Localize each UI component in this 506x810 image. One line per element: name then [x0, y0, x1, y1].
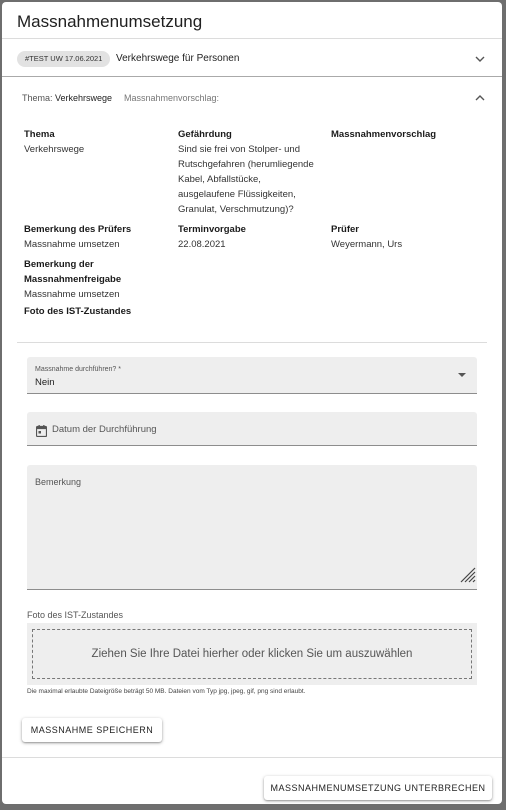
- detail-terminvorgabe: Terminvorgabe 22.08.2021: [178, 224, 246, 250]
- file-dropzone[interactable]: [27, 623, 477, 685]
- detail-gefaehrdung: Gefährdung Sind sie frei von Stolper- und Rutschgefahren (herumliegende Kabel, Abfallstücke, ausgelaufene Flüssigkeiten, Granulat, Verschmutzung)?: [178, 129, 314, 215]
- chevron-up-icon[interactable]: [473, 91, 487, 105]
- resize-handle-icon[interactable]: [458, 565, 476, 588]
- panel-title: Verkehrswege für Personen: [116, 53, 240, 64]
- detail-thema: Thema Verkehrswege: [24, 129, 85, 155]
- divider: [17, 342, 487, 343]
- detail-pruefer: Prüfer Weyermann, Urs: [331, 224, 403, 250]
- detail-massnahmenvorschlag: Massnahmenvorschlag: [331, 129, 437, 140]
- select-value: Nein: [35, 377, 55, 388]
- dropzone-text: Ziehen Sie Ihre Datei hierher oder klicken Sie um auszuwählen: [32, 629, 472, 679]
- divider: [2, 76, 502, 77]
- select-label: Massnahme durchführen? *: [35, 366, 121, 373]
- divider: [2, 757, 502, 758]
- detail-foto: Foto des IST-Zustandes: [24, 306, 132, 317]
- upload-label: Foto des IST-Zustandes: [27, 610, 124, 620]
- dialog: [2, 2, 502, 804]
- dropdown-arrow-icon: [458, 373, 466, 377]
- massnahmenumsetzung-unterbrechen-button[interactable]: MASSNAHMENUMSETZUNG UNTERBRECHEN: [264, 776, 492, 800]
- upload-hint: Die maximal erlaubte Dateigröße beträgt 50 MB. Dateien vom Typ jpg, jpeg, gif, png sind erlaubt.: [27, 688, 306, 695]
- expansion-panel-header[interactable]: [2, 80, 502, 116]
- detail-bemerkung-freigabe: Bemerkung der Massnahmenfreigabe Massnahme umsetzen: [24, 259, 122, 300]
- expansion-panel-verkehrswege[interactable]: [2, 40, 502, 78]
- test-badge: #TEST UW 17.06.2021: [17, 51, 110, 67]
- massnahme-durchfuehren-select[interactable]: [27, 357, 477, 394]
- bemerkung-textarea[interactable]: [27, 465, 477, 590]
- dialog-title: Massnahmenumsetzung: [17, 12, 203, 31]
- massnahme-speichern-button[interactable]: MASSNAHME SPEICHERN: [22, 718, 162, 742]
- textarea-label: Bemerkung: [35, 477, 82, 487]
- calendar-icon[interactable]: [36, 424, 47, 442]
- massnahmenvorschlag-summary: Massnahmenvorschlag:: [124, 93, 220, 103]
- date-placeholder: Datum der Durchführung: [52, 424, 157, 435]
- datum-durchfuehrung-field[interactable]: [27, 412, 477, 446]
- divider: [2, 38, 502, 39]
- thema-summary: Thema: Verkehrswege: [22, 93, 113, 103]
- chevron-down-icon[interactable]: [473, 52, 487, 66]
- detail-bemerkung-pruefer: Bemerkung des Prüfers Massnahme umsetzen: [24, 224, 132, 250]
